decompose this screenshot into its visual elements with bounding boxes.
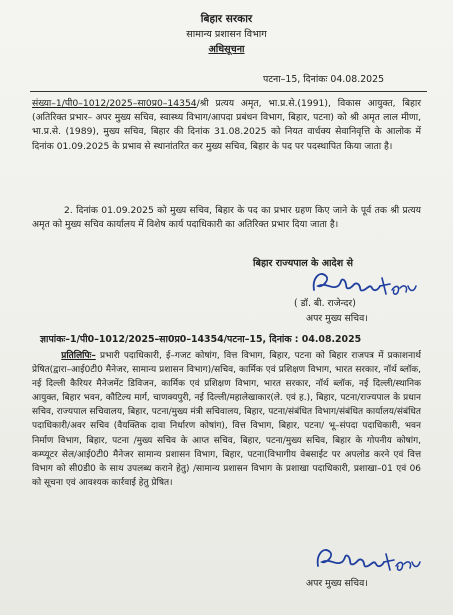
signatory-name: ( डॉ. बी. राजेन्दर) <box>294 298 356 309</box>
notification-body <box>32 97 421 154</box>
signature-2 <box>312 540 424 580</box>
header-divider <box>30 91 427 92</box>
copy-label: प्रतिलिपिः– <box>61 351 96 361</box>
government-heading: बिहार सरकार <box>200 13 253 25</box>
copy-text: प्रभारी पदाधिकारी, ई–गजट कोषांग, वित्त विभाग, बिहार, पटना को बिहार राजपत्र में प्रकाशनार्थ प्रेषित(द्वारा–आई0टी0 मैनेजर, सामान्य प्रशासन विभाग)/सचिव, कार्मिक एवं प्रशिक्षण विभाग, भारत सरकार, नॉर्थ ब्लॉक, नई दिल्ली कैरियर मैनेजमेंट डिविजन, कार्मिक एवं प्रशिक्षण विभाग, भारत सरकार, नॉर्थ ब्लॉक, नई दिल्ली/स्थानिक आयुक्त, बिहार भवन, कौटिल्य मार्ग, चाणक्यपुरी, नई दिल्ली/महालेखाकार(ले. एवं ह.), बिहार, पटना/राज्यपाल के प्रधान सचिव, राज्यपाल सचिवालय, बिहार, पटना/मुख्य मंत्री सचिवालय, बिहार, पटना/संबंधित विभाग/संबंधित कार्यालय/संबंधित पदाधिकारी/अवर सचिव (वैयक्तिक दावा निर्धारण कोषांग), वित्त विभाग, बिहार, पटना/ भू–संपदा पदाधिकारी, भवन निर्माण विभाग, बिहार, पटना /मुख्य सचिव के आप्त सचिव, बिहार, पटना/मुख्य सचिव, बिहार के गोपनीय कोषांग, कम्प्यूटर सेल/आई0टी0 मैनेजर सामान्य प्रशासन विभाग, बिहार, पटना(विभागीय वेबसाईट पर अपलोड करने एवं वित्त विभाग को सी0डी0 के साथ उपलब्ध कराने हेतु) /सामान्य प्रशासन विभाग के प्रशाखा पदाधिकारी, प्रशाखा–01 एवं 06 को सूचना एवं आवश्यक कार्रवाई हेतु प्रेषित। <box>32 351 421 488</box>
signatory-designation: अपर मुख्य सचिव। <box>306 313 368 324</box>
memo-copy-block <box>32 349 421 490</box>
memo-signatory-designation: अपर मुख्य सचिव। <box>306 578 368 589</box>
department-heading: सामान्य प्रशासन विभाग <box>186 29 267 40</box>
by-order-line: बिहार राज्यपाल के आदेश से <box>253 258 354 269</box>
paragraph-2-text: 2. दिनांक 01.09.2025 को मुख्य सचिव, बिहार के पद का प्रभार ग्रहण किए जाने के पूर्व तक श्री प्रत्यय अमृत को मुख्य सचिव कार्यालय में विशेष कार्य पदाधिकारी का अतिरिक्त प्रभार दिया जाता है। <box>32 205 421 231</box>
notification-number: संख्या–1/पी0–1012/2025–सा0प्र0–14354 <box>32 98 197 109</box>
notification-text: /श्री प्रत्यय अमृत, भा.प्र.से.(1991), विकास आयुक्त, बिहार (अतिरिक्त प्रभार– अपर मुख्य सचिव, स्वास्थ्य विभाग/आपदा प्रबंधन विभाग, बिहार, पटना) को श्री अमृत लाल मीणा, भा.प्र.से. (1989), मुख्य सचिव, बिहार की दिनांक 31.08.2025 को नियत वार्धक्य सेवानिवृत्ति के आलोक में दिनांक 01.09.2025 के प्रभाव से स्थानांतरित कर मुख्य सचिव, बिहार के पद पर पदस्थापित किया जाता है। <box>32 98 421 152</box>
paragraph-2 <box>32 204 421 232</box>
notification-heading: अधिसूचना <box>208 44 245 55</box>
memo-number: ज्ञापांकः–1/पी0–1012/2025–सा0प्र0–14354/पटना–15, दिनांक : 04.08.2025 <box>40 334 362 345</box>
place-date: पटना–15, दिनांकः 04.08.2025 <box>263 74 385 85</box>
